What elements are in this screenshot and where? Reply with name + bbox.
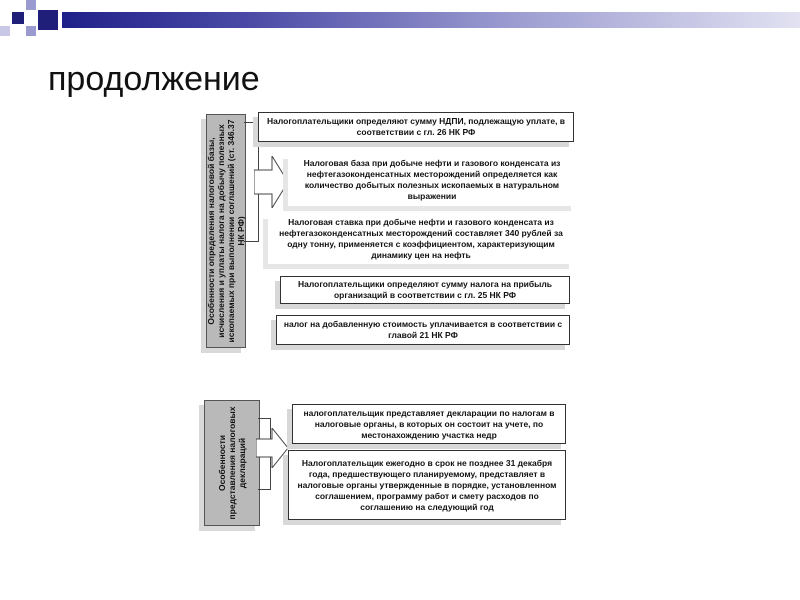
header-band bbox=[62, 12, 800, 28]
group1-box-3-text: Налоговая ставка при добыче нефти и газового конденсата из нефтегазоконденсатных месторождений составляет 340 рублей за одну тонну, применяется с коэффициентом, характеризующим динамику цен на нефть bbox=[279, 217, 563, 260]
group1-box-4 bbox=[280, 276, 570, 304]
group1-side-label: Особенности определения налоговой базы, исчисления и уплаты налога на добычу полезных ископаемых при выполнении соглашений (ст. 346.37 НК РФ) bbox=[206, 119, 246, 343]
slide-title: продолжение bbox=[48, 60, 260, 98]
decor-square bbox=[12, 12, 24, 24]
group2-arrow-icon bbox=[256, 428, 290, 468]
group1-box-5-text: налог на добавленную стоимость уплачивается в соответствии с главой 21 НК РФ bbox=[283, 319, 563, 340]
group2-box-1-text: налогоплательщик представляет декларации по налогам в налоговые органы, в которых он состоит на учете, по местонахождению участка недр bbox=[303, 407, 555, 440]
group1-box-3 bbox=[268, 214, 574, 264]
decor-square bbox=[38, 10, 58, 30]
group2-side-label-box bbox=[204, 400, 260, 526]
decor-square bbox=[0, 26, 10, 36]
group1-box-1 bbox=[258, 112, 574, 142]
decor-square bbox=[26, 0, 36, 10]
group2-box-2-text: Налогоплательщик ежегодно в срок не позднее 31 декабря года, предшествующего планируемому, представляет в налоговые органы утвержденные в порядке, установленном соглашением, программу работ и смету расходов по соглашению на следующий год bbox=[297, 457, 557, 512]
group1-box-1-text: Налогоплательщики определяют сумму НДПИ, подлежащую уплате, в соответствии с гл. 26 НК РФ bbox=[266, 116, 566, 137]
group1-box-2 bbox=[288, 154, 576, 206]
group1-arrow-icon bbox=[254, 156, 290, 208]
group1-box-5 bbox=[276, 315, 570, 345]
group2-box-1 bbox=[292, 404, 566, 444]
group1-side-label-box bbox=[206, 114, 246, 348]
decor-square bbox=[26, 26, 36, 36]
group1-box-4-text: Налогоплательщики определяют сумму налога на прибыль организаций в соответствии с гл. 25 НК РФ bbox=[297, 279, 553, 300]
group2-box-2 bbox=[288, 450, 566, 520]
group2-side-label: Особенности представления налоговых деклараций bbox=[217, 406, 247, 520]
group1-box-2-text: Налоговая база при добыче нефти и газового конденсата из нефтегазоконденсатных месторождений определяется как количество добытых полезных ископаемых в натуральном выражении bbox=[303, 158, 561, 201]
